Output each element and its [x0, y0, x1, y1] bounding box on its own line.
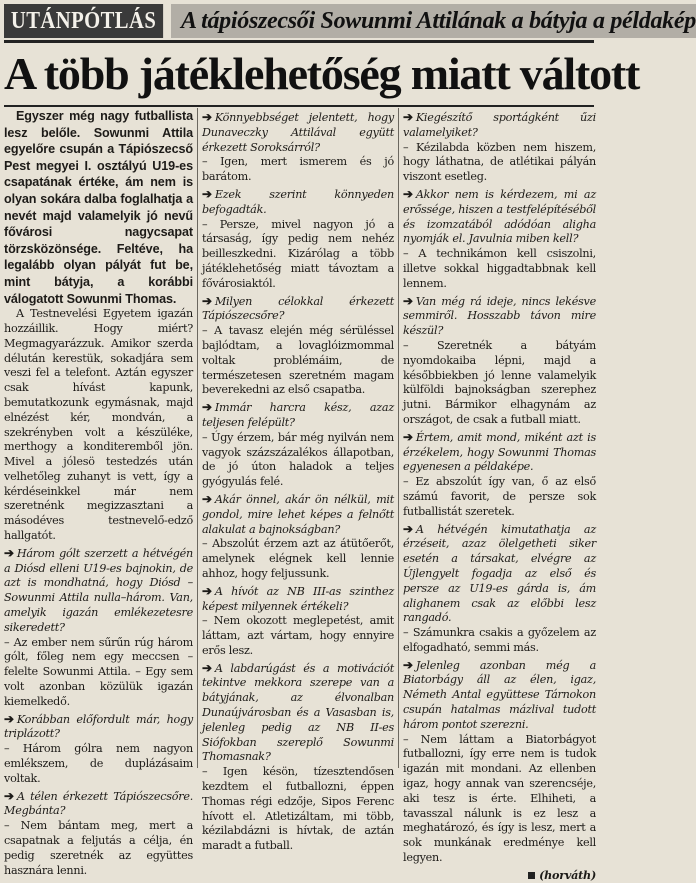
interview-question — [403, 187, 596, 247]
arrow-right-icon: ➔ — [403, 429, 413, 444]
question-text: A labdarúgást és a motivációt tekintve mekkora szerepe van a bátyjának, az élvonalban Dunaújvárosban és a Vasasban is, jelenleg pedig az NB II-es Siófokban szereplő Sowunmi Thomasnak? — [202, 661, 394, 764]
question-text: Kiegészítő sportágként űzi valamelyiket? — [403, 111, 596, 139]
interview-answer: – Úgy érzem, bár még nyilván nem vagyok százszázalékos állapotban, de jó úton haladok a teljes gyógyulás felé. — [202, 430, 394, 489]
interview-question — [202, 661, 394, 766]
arrow-right-icon: ➔ — [202, 110, 212, 124]
question-text: Immár harcra kész, azaz teljesen felépült? — [202, 401, 394, 429]
interview-answer: – A tavasz elején még sérüléssel bajlódtam, a lovaglóizmommal voltak problémáim, de természetesen szeretném magam beverekedni az első csapatba. — [202, 324, 394, 397]
question-text: Akkor nem is kérdezem, mi az erőssége, hiszen a testfelépítéséből és izomzatából adódóan aligha nyomják el. Javulnia miben kell? — [403, 187, 596, 246]
interview-question — [4, 546, 193, 636]
interview-answer: – Nem bántam meg, mert a csapatnak a feljutás a célja, én pedig szeretnék az együttes hasznára lenni. — [4, 819, 193, 877]
question-text: Akár önnel, akár ön nélkül, mit gondol, mire lehet képes a felnőtt alakulat a bajnokságban? — [202, 492, 394, 536]
interview-answer: – Abszolút érzem azt az átütőerőt, amelynek elégnek kell lennie ahhoz, hogy feljussunk. — [202, 537, 394, 580]
arrow-right-icon: ➔ — [403, 521, 413, 536]
arrow-right-icon: ➔ — [403, 110, 413, 124]
kicker-bar — [4, 4, 696, 38]
bottom-rule — [4, 105, 594, 107]
interview-answer: – Nem okozott meglepetést, amit láttam, azt vártam, hogy ennyire erős lesz. — [202, 614, 394, 657]
interview-question — [202, 400, 394, 431]
section-label: UTÁNPÓTLÁS — [4, 4, 163, 38]
question-text: Van még rá ideje, nincs lekésve semmiről. Hosszabb távon mire készül? — [403, 294, 596, 338]
arrow-right-icon: ➔ — [202, 660, 212, 675]
column-2-body — [202, 110, 394, 854]
arrow-right-icon: ➔ — [4, 545, 14, 560]
top-rule — [4, 40, 594, 43]
interview-question — [403, 522, 596, 627]
square-icon — [528, 872, 535, 879]
interview-answer: – Igen késön, tízesztendősen kezdtem el futballozni, éppen Thomas régi edzője, Sipos Ferenc hívott el. Atletizáltam, mi több, kézilabdázni is hívtak, de aztán maradt a futball. — [202, 765, 394, 853]
interview-answer: – Kézilabda közben nem hiszem, hogy láthatna, de atlétikai pályán viszont esetleg. — [403, 140, 596, 184]
question-text: Ezek szerint könnyeden befogadták. — [202, 187, 394, 216]
interview-question — [202, 110, 394, 155]
interview-question — [202, 187, 394, 218]
arrow-right-icon: ➔ — [202, 491, 212, 506]
byline — [403, 868, 596, 883]
arrow-right-icon: ➔ — [4, 711, 14, 726]
interview-question — [403, 294, 596, 339]
arrow-right-icon: ➔ — [403, 293, 413, 308]
column-3 — [403, 108, 596, 882]
column-divider — [398, 108, 399, 768]
interview-question — [4, 712, 193, 743]
question-text: A télen érkezett Tápiószecsőre. Megbánta? — [4, 789, 193, 818]
column-3-body — [403, 110, 596, 866]
headline: A több játéklehetőség miatt váltott — [4, 48, 640, 99]
interview-question — [202, 294, 394, 325]
kicker-subtitle: A tápiószecsői Sowunmi Attilának a bátyja a példakép — [171, 4, 696, 38]
interview-answer: – Nem láttam a Biatorbágyot futballozni, így erre nem is tudok igazán mit mondani. Az ellenben igaz, hogy annak van szerencséje, aki tesz is érte. Elhiheti, a tavasszal nálunk is ez lesz a meghatározó, és így is lesz, mert a sok munkának eredménye kell legyen. — [403, 732, 596, 865]
question-text: Könnyebbséget jelentett, hogy Dunaveczky Attilával együtt érkezett Soroksárról? — [202, 111, 394, 154]
interview-answer: – A technikámon kell csiszolni, illetve sokkal higgadtabbnak kell lennem. — [403, 247, 596, 290]
question-text: A hétvégén kimutathatja az érzéseit, azaz ölelgetheti siker esetén a társakat, elvégre az Újlengyelt fogadja az első és persze az U19-es gárda is, ám alighanem csak az előbbi lesz rangadó. — [403, 522, 596, 625]
interview-question — [4, 789, 193, 820]
interview-question — [403, 430, 596, 475]
interview-answer: – Szeretnék a bátyám nyomdokaiba lépni, majd a későbbiekben jó lenne valamelyik külföldi bajnokságban szerephez jutni. Bármikor elhagynám az országot, de csak a futball miatt. — [403, 338, 596, 426]
column-1 — [4, 108, 193, 877]
byline-text: (horváth) — [539, 867, 596, 882]
question-text: Három gólt szerzett a hétvégén a Diósd elleni U19-es bajnokin, de azt is mondhatná, hogy Diósd – Sowunmi Attila nulla–három. Van, amelyik igazán emlékezetesre sikeredett? — [4, 546, 193, 634]
interview-question — [202, 492, 394, 537]
interview-answer: – Három gólra nem nagyon emlékszem, de duplázásaim voltak. — [4, 742, 193, 785]
interview-answer: – Ez abszolút így van, ő az első számú favorit, de persze sok futballistát szeretek. — [403, 475, 596, 518]
lead-paragraph: Egyszer még nagy futballista lesz belőle. Sowunmi Attila egyelőre csupán a Tápiószecső Pest megyei I. osztályú U19-es csapatának értéke, ám nem is olyan sokára dalba foglalhatja a nevét majd valamelyik jó nevű fővárosi nagycsapat törzsközönsége. Feltéve, ha legalább olyan pályát fut be, mint bátyja, a korábbi válogatott Sowunmi Thomas. — [4, 109, 193, 306]
question-text: Értem, amit mond, miként azt is érzékelem, hogy Sowunmi Thomas egyenesen a példaképe. — [403, 430, 596, 474]
arrow-right-icon: ➔ — [403, 186, 413, 201]
arrow-right-icon: ➔ — [202, 583, 212, 598]
question-text: Jelenleg azonban még a Biatorbágy áll az élen, igaz, Németh Antal együttese Tárnokon csupán hatalmas mázlival tudott három pontot szerezni. — [403, 658, 596, 731]
interview-answer: – Persze, mivel nagyon jó a társaság, így pedig nem nehéz beilleszkedni. Kizárólag a több játéklehetőség miatt távoztam a fővárosiaktól. — [202, 217, 394, 290]
interview-answer: – Igen, mert ismerem és jó barátom. — [202, 155, 394, 184]
interview-question — [403, 658, 596, 733]
interview-answer: – Számunkra csakis a győzelem az elfogadható, semmi más. — [403, 626, 596, 654]
body-paragraph: A Testnevelési Egyetem igazán hozzáillik. Hogy miért? Megmagyarázzuk. Amikor szerda délután kerestük, sokadjára sem veszi fel a telefont. Aztán egyszer csak hívást kapunk, bemutatkozunk egymásnak, majd elnézést kér, mondván, a szekrényben volt a készüléke, merthogy a konditeremből jön. Mivel a jólesö testedzés után velhetőleg zuhanyt is vett, így a kérdéseinkkel már nem szeretnénk megizzasztani a másodéves testnevelő-edző hallgatót. — [4, 307, 193, 543]
arrow-right-icon: ➔ — [202, 293, 212, 308]
question-text: Milyen célokkal érkezett Tápiószecsőre? — [202, 294, 394, 323]
interview-question — [202, 584, 394, 615]
column-1-body — [4, 307, 193, 878]
column-2 — [202, 108, 394, 853]
column-divider — [197, 108, 198, 768]
arrow-right-icon: ➔ — [202, 186, 212, 201]
interview-answer: – Az ember nem sűrűn rúg három gólt, főleg nem egy meccsen – felelte Sowunmi Attila. – Egy sem volt azonban közülük igazán kiemelkedő. — [4, 635, 193, 708]
arrow-right-icon: ➔ — [403, 657, 413, 672]
question-text: A hívót az NB III-as szinthez képest milyennek értékeli? — [202, 584, 394, 613]
arrow-right-icon: ➔ — [202, 400, 212, 415]
question-text: Korábban előfordult már, hogy triplázott? — [4, 712, 193, 741]
arrow-right-icon: ➔ — [4, 788, 14, 803]
interview-question — [403, 110, 596, 141]
